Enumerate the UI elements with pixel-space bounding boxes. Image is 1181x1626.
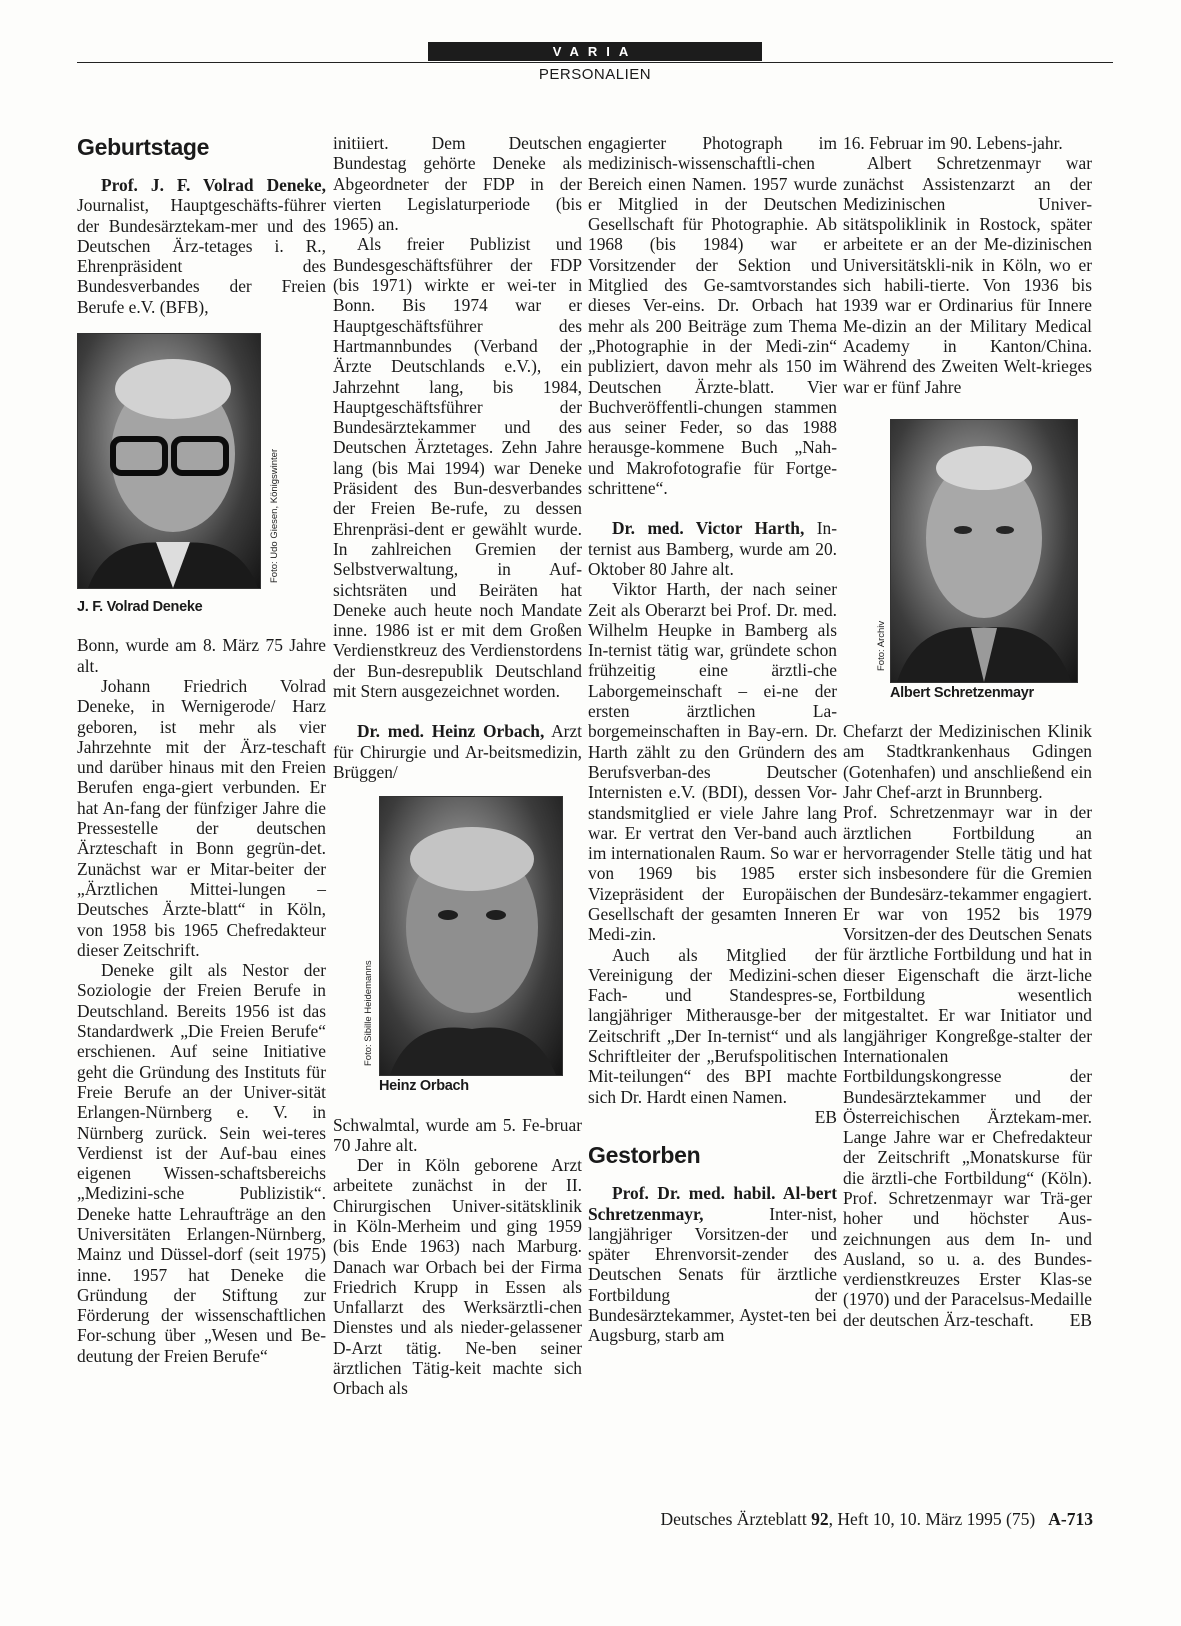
paragraph: Albert Schretzenmayr war zunächst Assistenzarzt an der Medizinischen Univer-sitätspoliklinik in Rostock, später arbeitete er an der Me-dizinischen Universitätskli-nik in Köln, wo er sich habili-tierte. Von 1936 bis 1939 war er Ordinarius für Innere Me-dizin an der Military Medical Academy in Kanton/China. Während des Zweiten Welt-krieges war er fünf Jahre	[843, 153, 1092, 397]
header-rule	[77, 62, 1113, 63]
photo-block-schretzenmayr	[876, 419, 1076, 683]
heading-deceased: Gestorben	[588, 1142, 701, 1169]
entry-schretzenmayr-intro	[588, 1183, 837, 1345]
column-4	[843, 133, 1092, 1330]
paragraph: Der in Köln geborene Arzt arbeitete zunächst in der II. Chirurgischen Univer-sitätsklinik in Köln-Merheim und ging 1959 (bis Ende 1963) nach Marburg. Danach war Orbach bei der Firma Friedrich Krupp in Essen als Unfallarzt des Werksärztli-chen Dienstes und als nieder-gelassener D-Arzt tätig. Ne-ben seiner ärztlichen Tätig-keit machte sich Orbach als	[333, 1155, 582, 1399]
column-1	[77, 133, 326, 1366]
photo-credit: Foto: Archiv	[876, 620, 887, 671]
issue-info: , Heft 10, 10. März 1995 (75)	[828, 1509, 1036, 1529]
photo-credit: Foto: Sibille Heidemanns	[363, 960, 374, 1067]
portrait-photo-schretzenmayr	[890, 419, 1078, 683]
entry-harth-intro	[588, 518, 837, 579]
paragraph: Viktor Harth, der nach seiner Zeit als Oberarzt bei Prof. Dr. med. Wilhelm Heupke in Bamberg als In-ternist tätig war, gründete schon frühzeitig eine ärztli-che Laborgemeinschaft – ei-ne der ersten ärztlichen La-borgemeinschaften in Bay-ern. Dr. Harth zählt zu den Gründern des Berufsverban-des Deutscher Internisten e.V. (BDI), dessen Vor-standsmitglied er viele Jahre lang war. Er vertrat den Ver-band auch im internationalen Raum. So war er von 1969 bis 1985 erster Vizepräsident der Europäischen Gesellschaft der gesamten Inneren Medi-zin.	[588, 579, 837, 945]
photo-caption: J. F. Volrad Deneke	[77, 599, 203, 616]
paragraph: initiiert. Dem Deutschen Bundestag gehörte Deneke als Abgeordneter der FDP in der vierten Legislaturperiode (bis 1965) an.	[333, 133, 582, 235]
paragraph: Als freier Publizist und Bundesgeschäftsführer der FDP (bis 1971) wirkte er wei-ter in Bonn. Bis 1974 war er Hauptgeschäftsführer des Hartmannbundes (Verband der Ärzte Deutschlands e.V.), ein Jahrzehnt lang, bis 1984, Hauptgeschäftsführer der Bundesärztekammer und des Deutschen Ärztetages. Zehn Jahre lang (bis Mai 1994) war Deneke Präsident des Bun-desverbandes der Freien Be-rufe, zu dessen Ehrenpräsi-dent er gewählt wurde. In zahlreichen Gremien der Selbstverwaltung, in Auf-sichtsräten und Beiräten hat Deneke auch heute noch Mandate inne. 1986 ist er mit dem Großen Verdienstkreuz des Verdienstordens der Bun-desrepublik Deutschland mit Stern ausgezeichnet worden.	[333, 234, 582, 702]
portrait-photo-orbach	[379, 796, 563, 1076]
entry-deneke-intro	[77, 175, 326, 317]
signature: EB	[1069, 1309, 1092, 1330]
photo-caption: Albert Schretzenmayr	[890, 684, 1034, 701]
signature: EB	[814, 1106, 837, 1127]
paragraph: Deneke gilt als Nestor der Soziologie der Freien Berufe in Deutschland. Bereits 1956 ist das Standardwerk „Die Freien Berufe“ erschienen. Auf seine Initiative geht die Gründung des Instituts für Freie Berufe an der Univer-sität Erlangen-Nürnberg e. V. in Nürnberg zurück. Sein wei-teres Verdienst ist der Auf-bau eines eigenen Wissen-schaftsbereichs „Medizini-sche Publizistik“. Deneke hatte Lehraufträge an den Universitäten Erlangen-Nürnberg, Mainz und Düssel-dorf (seit 1975) inne. 1957 hat Deneke die Gründung der Stiftung zur Förderung der wissenschaftlichen For-schung über „Wesen und Be-deutung der Freien Berufe“	[77, 960, 326, 1366]
entry-text: In-ternist aus Bamberg, wurde am 20. Oktober 80 Jahre alt.	[588, 518, 837, 579]
column-2	[333, 133, 582, 1399]
subsection-label: PERSONALIEN	[538, 66, 652, 83]
portrait-photo-deneke	[77, 333, 261, 589]
heading-birthdays: Geburtstage	[77, 134, 210, 160]
section-label: VARIA	[428, 42, 762, 61]
photo-caption: Heinz Orbach	[379, 1078, 469, 1095]
paragraph: Prof. Schretzenmayr war in der ärztlichen Fortbildung an hervorragender Stelle tätig und hat sich insbesondere für die Gremien der Bundesärz-tekammer engagiert. Er war von 1952 bis 1979 Vorsitzen-der des Deutschen Senats für ärztliche Fortbildung und hat in dieser Eigenschaft die ärzt-liche Fortbildung wesentlich mitgestaltet. Er war Initiator und langjähriger Kongreßge-stalter der Internationalen Fortbildungskongresse der Bundesärztekammer und der Österreichischen Ärztekam-mer. Lange Jahre war er Chefredakteur der Zeitschrift „Monatskurse für die ärztli-che Fortbildung“ (Köln). Prof. Schretzenmayr war Trä-ger hoher und höchster Aus-zeichnungen aus dem In- und Ausland, so u. a. des Bundes-verdienstkreuzes Erster Klas-se (1970) und der Paracelsus-Medaille der deutschen Ärz-teschaft.	[843, 802, 1092, 1330]
paragraph: Schwalmtal, wurde am 5. Fe-bruar 70 Jahre alt.	[333, 1114, 582, 1155]
paragraph: Auch als Mitglied der Vereinigung der Medizini-schen Fach- und Standespres-se, langjähriger Mitherausge-ber der Zeitschrift „Der In-ternist“ und als Schriftleiter der „Berufspolitischen Mit-teilungen“ des BPI machte sich Dr. Hardt einen Namen.	[588, 944, 837, 1107]
photo-credit: Foto: Udo Giesen, Königswinter	[269, 448, 280, 584]
photo-block-orbach	[363, 796, 561, 1076]
page-number: A-713	[1048, 1509, 1093, 1529]
person-name: Dr. med. Victor Harth,	[612, 518, 805, 539]
person-name: Prof. Dr. med. habil. Al-bert Schretzenmayr,	[588, 1183, 837, 1224]
page-footer	[660, 1509, 1093, 1530]
person-name: Dr. med. Heinz Orbach,	[357, 721, 545, 742]
column-3	[588, 133, 837, 1346]
photo-block-deneke	[77, 333, 280, 589]
volume-number: 92	[811, 1509, 829, 1529]
entry-text: Arzt für Chirurgie und Ar-beitsmedizin, Brüggen/	[333, 721, 583, 782]
journal-name: Deutsches Ärzteblatt	[660, 1509, 807, 1529]
paragraph: Bonn, wurde am 8. März 75 Jahre alt.	[77, 635, 326, 676]
paragraph: 16. Februar im 90. Lebens-jahr.	[843, 133, 1063, 153]
person-name: Prof. J. F. Volrad Deneke,	[101, 175, 326, 195]
entry-orbach-intro	[333, 721, 582, 782]
entry-text: Inter-nist, langjähriger Vorsitzen-der und später Ehrenvorsit-zender des Deutschen Senats für ärztliche Fortbildung der Bundesärztekammer, Aystet-ten bei Augsburg, starb am	[588, 1203, 837, 1346]
entry-text: Journalist, Hauptgeschäfts-führer der Bundesärztekam-mer und des Deutschen Ärz-tetages i. R., Ehrenpräsident des Bundesverbandes der Freien Berufe e.V. (BFB),	[77, 195, 326, 317]
paragraph: Chefarzt der Medizinischen Klinik am Stadtkrankenhaus Gdingen (Gotenhafen) und anschließend ein Jahr Chef-arzt in Brunnberg.	[843, 721, 1092, 803]
paragraph: Johann Friedrich Volrad Deneke, in Wernigerode/ Harz geboren, ist mehr als vier Jahrzehnte mit der Ärz-teschaft und darüber hinaus mit den Freien Berufen enga-giert verbunden. Er hat An-fang der fünfziger Jahre die Pressestelle der deutschen Ärzteschaft in Bonn gegrün-det. Zunächst war er Mitar-beiter der „Ärztlichen Mittei-lungen – Deutsches Ärzte-blatt“ in Köln, von 1958 bis 1965 Chefredakteur dieser Zeitschrift.	[77, 675, 326, 960]
paragraph: engagierter Photograph im medizinisch-wissenschaftli-chen Bereich einen Namen. 1957 wurde er Mitglied in der Deutschen Gesellschaft für Photographie. Ab 1968 (bis 1984) war er Vorsitzender der Sektion und Mitglied des Ge-samtvorstandes dieses Ver-eins. Dr. Orbach hat mehr als 200 Beiträge zum Thema „Photographie in der Medi-zin“ publiziert, davon mehr als 150 im Deutschen Ärzte-blatt. Vier Buchveröffentli-chungen stammen aus seiner Feder, so das 1988 herausge-kommene Buch „Nah- und Makrofotografie für Fortge-schrittene“.	[588, 133, 837, 499]
